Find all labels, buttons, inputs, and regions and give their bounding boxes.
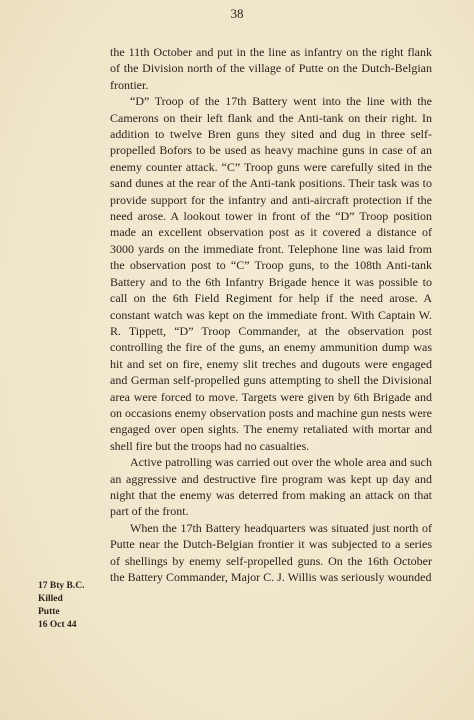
margin-note-line: 16 Oct 44 [38, 620, 77, 630]
margin-note-line: Killed [38, 594, 63, 604]
paragraph-3: Active patrolling was carried out over the whole area and such an aggressive and destructive fire program was kept up day and night that the enemy was deterred from making an attack on that part of the front. [110, 455, 432, 519]
paragraph-2: “D” Troop of the 17th Battery went into the line with the Camerons on their left flank and the Anti-tank on their right. In addition to twelve Bren guns they sited and dug in three self-propelled Bofors to be used as heavy machine guns in case of an enemy counter attack. “C” Troop guns were carefully sited in the sand dunes at the rear of the Anti-tank positions. Their task was to provide support for the infantry and anti-aircraft protection if the need arose. A lookout tower in front of the “D” Troop position made an excellent observation post as it covered a distance of 3000 yards on the immediate front. Telephone line was laid from the observation post to “C” Troop guns, to the 108th Anti-tank Battery and to the 6th Infantry Brigade hence it was possible to call on the 6th Field Regiment for help if the need arose. A constant watch was kept on the immediate front. With Captain W. R. Tippett, “D” Troop Commander, at the observation post controlling the fire of the guns, an enemy ammunition dump was hit and set on fire, enemy slit treches and dugouts were engaged and German self-propelled guns attempting to shell the Divisional area were forced to move. Targets were given by 6th Brigade and on occasions enemy observation posts and machine gun nests were engaged over open sights. The enemy retaliated with mortar and shell fire but the troops had no casualties. [110, 94, 432, 453]
margin-note [38, 580, 104, 632]
margin-note-line: 17 Bty B.C. [38, 581, 85, 591]
paragraph-1: the 11th October and put in the line as infantry on the right flank of the Division north of the village of Putte on the Dutch-Belgian frontier. [110, 45, 432, 92]
paragraph-4: When the 17th Battery headquarters was situated just north of Putte near the Dutch-Belgian frontier it was subjected to a series of shellings by enemy self-propelled guns. On the 16th October the Battery Commander, Major C. J. Willis was seriously wounded [110, 520, 432, 584]
page-number: 38 [230, 6, 244, 21]
margin-note-line: Putte [38, 607, 60, 617]
body-text [110, 44, 432, 585]
